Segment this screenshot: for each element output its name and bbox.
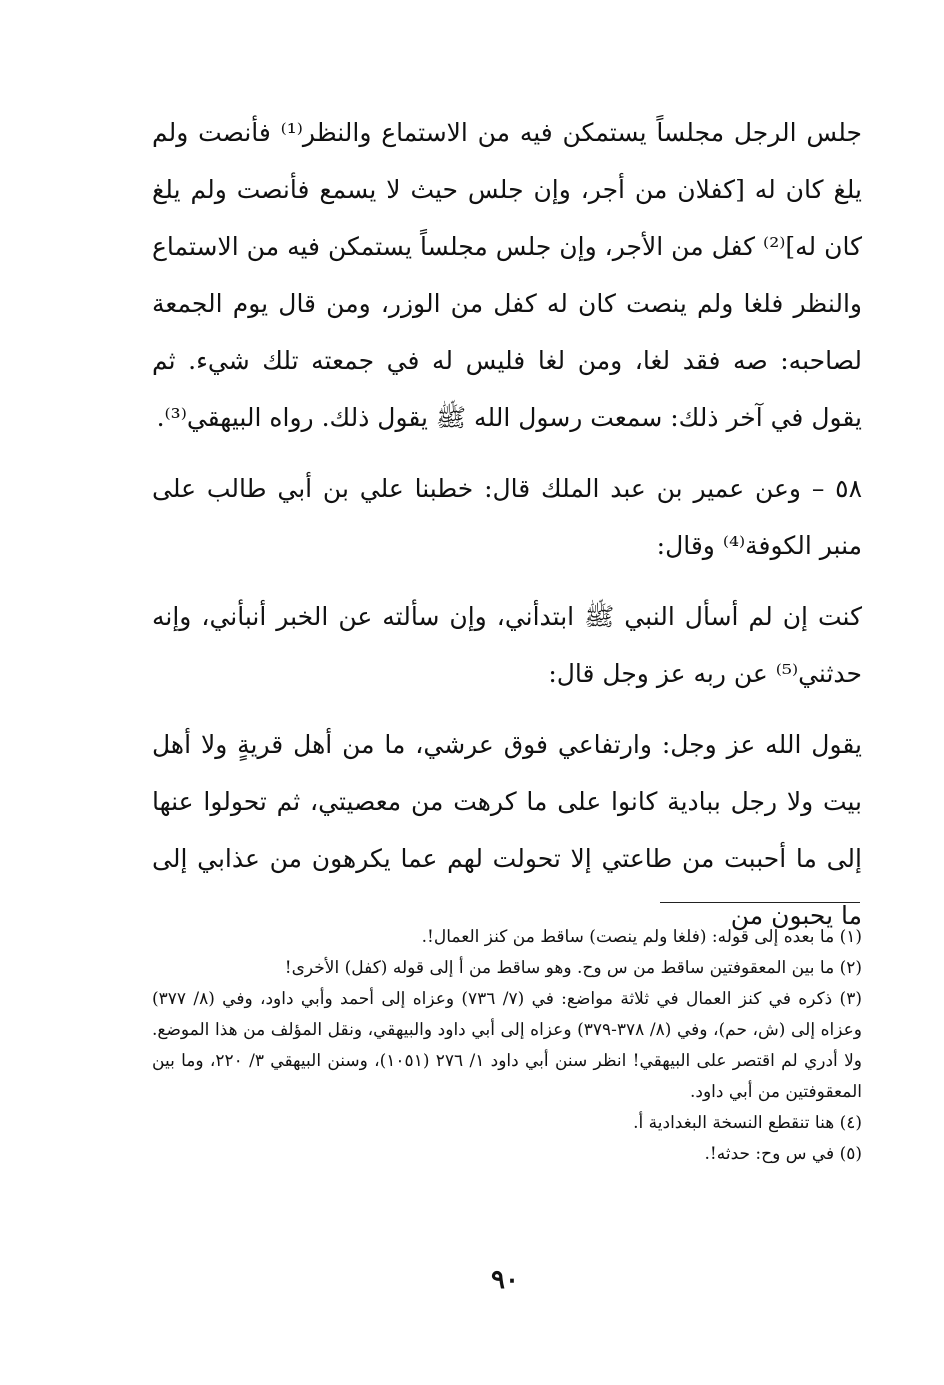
- paragraph-hadith-57-end: جلس الرجل مجلساً يستمكن فيه من الاستماع والنظر⁽¹⁾ فأنصت ولم يلغ كان له [كفلان من أجر، وإن جلس حيث لا يسمع فأنصت ولم يلغ كان له]⁽²⁾ كفل من الأجر، وإن جلس مجلساً يستمكن فيه من الاستماع والنظر فلغا ولم ينصت كان له كفل من الوزر، ومن قال يوم الجمعة لصاحبه: صه فقد لغا، ومن لغا فليس له في جمعته تلك شيء. ثم يقول في آخر ذلك: سمعت رسول الله ﷺ يقول ذلك. رواه البيهقي⁽³⁾.: [152, 118, 862, 432]
- footnote-3: (٣) ذكره في كنز العمال في ثلاثة مواضع: في (٧/ ٧٣٦) وعزاه إلى أحمد وأبي داود، وفي (٨/ ٣٧٧) وعزاه إلى (ش، حم)، وفي (٨/ ٣٧٨-٣٧٩) وعزاه إلى أبي داود والبيهقي، ونقل المؤلف من هذا الموضع. ولا أدري لم اقتصر على البيهقي! انظر سنن أبي داود ١/ ٢٧٦ (١٠٥١)، وسنن البيهقي ٣/ ٢٢٠، وما بين المعقوفتين من أبي داود.: [152, 989, 863, 1102]
- footnotes-block: [152, 922, 862, 1170]
- footnote-2: (٢) ما بين المعقوفتين ساقط من س وح. وهو ساقط من أ إلى قوله (كفل) الأخرى!: [284, 958, 862, 978]
- paragraph-hadith-58-intro: ٥٨ – وعن عمير بن عبد الملك قال: خطبنا علي بن أبي طالب على منبر الكوفة⁽⁴⁾ وقال:: [152, 474, 862, 560]
- footnote-4: (٤) هنا تنقطع النسخة البغدادية أ.: [633, 1113, 862, 1133]
- footnote-5: (٥) في س وح: حدثه!.: [704, 1144, 862, 1164]
- footnote-1: (١) ما بعده إلى قوله: (فلغا ولم ينصت) ساقط من كنز العمال!.: [421, 927, 862, 947]
- paragraph-hadith-58-qudsi: يقول الله عز وجل: وارتفاعي فوق عرشي، ما من أهل قريةٍ ولا أهل بيت ولا رجل ببادية كانوا على ما كرهت من معصيتي، ثم تحولوا عنها إلى ما أحببت من طاعتي إلا تحولت لهم عما يكرهون من عذابي إلى ما يحبون من: [152, 730, 862, 930]
- page-number: ٩٠: [491, 1265, 519, 1295]
- footnote-divider: [660, 902, 860, 903]
- main-text-block: [152, 104, 862, 944]
- paragraph-hadith-58-narration: كنت إن لم أسأل النبي ﷺ ابتدأني، وإن سألته عن الخبر أنبأني، وإنه حدثني⁽⁵⁾ عن ربه عز وجل قال:: [152, 602, 862, 688]
